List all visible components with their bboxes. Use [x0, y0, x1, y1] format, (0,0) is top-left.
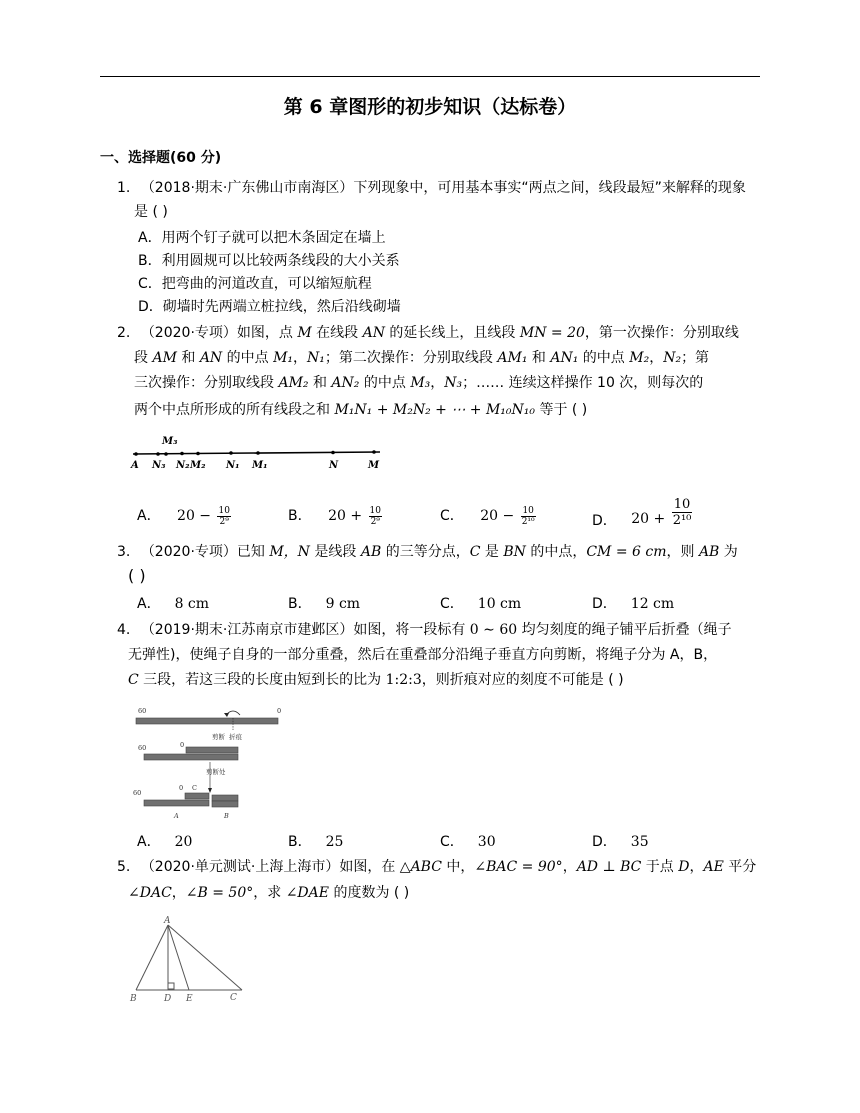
text: （2020·专项）已知: [140, 544, 270, 560]
fraction-numerator: 10: [522, 505, 534, 516]
fraction-numerator: 10: [218, 505, 230, 516]
option-letter: A．: [137, 834, 161, 850]
math: N₁: [307, 350, 325, 366]
point-n1: [229, 451, 233, 455]
label-0: 0: [179, 784, 184, 792]
math: 0 ∼ 60: [469, 622, 518, 638]
rope-figure: [130, 702, 290, 822]
label-d: D: [164, 994, 172, 1004]
text: （2019·期末·江苏南京市建邺区）如图，将一段标有: [140, 622, 470, 638]
option-letter: C．: [440, 508, 464, 524]
option-letter: B．: [288, 508, 312, 524]
option-a: [137, 593, 209, 613]
question-number: 4.: [117, 622, 131, 638]
label-60: 60: [138, 707, 147, 715]
option-c: [440, 505, 538, 527]
option-letter: C．: [440, 834, 464, 850]
math: △ABC: [399, 859, 442, 875]
option-value: 10 cm: [477, 596, 522, 612]
label-b: B: [224, 812, 229, 820]
label-cut-place: 剪断处: [206, 768, 226, 776]
option-b: [288, 831, 343, 851]
math: M₁: [273, 350, 294, 366]
text: ，: [562, 859, 577, 875]
option-value: 25: [325, 834, 344, 850]
triangle-figure: [126, 914, 250, 1004]
text: 的三等分点，: [381, 544, 470, 560]
question-1: [117, 177, 746, 197]
fraction-denominator: 2⁹: [219, 516, 229, 527]
fraction: [521, 506, 536, 527]
question-number: 1.: [117, 180, 131, 196]
point-m: [372, 450, 376, 454]
math: BN: [503, 544, 526, 560]
text: ，则折痕对应的刻度不可能是 ( ): [421, 672, 624, 688]
option-c: [440, 831, 496, 851]
option-a: [137, 505, 233, 527]
option-letter: A．: [137, 596, 161, 612]
question-4: [117, 619, 732, 639]
math: D: [678, 859, 690, 875]
option-value: 8 cm: [174, 596, 210, 612]
text: （2020·单元测试·上海上海市）如图，在: [140, 859, 400, 875]
question-text: （2018·期末·广东佛山市南海区）下列现象中，可用基本事实“两点之间，线段最短”来解释的现象: [140, 180, 746, 196]
label-n3: N₃: [152, 460, 166, 471]
option-letter: D．: [592, 596, 617, 612]
rope-flat: [136, 718, 278, 724]
label-m1: M₁: [252, 460, 268, 471]
label-a: A: [131, 460, 139, 471]
rope-upper: [186, 747, 238, 753]
math: ∠DAC: [128, 885, 172, 901]
option-value: 30: [477, 834, 496, 850]
label-c: C: [192, 784, 197, 792]
math: AM₂: [278, 375, 309, 391]
text: 的延长线上，且线段: [384, 325, 520, 341]
math: AN: [199, 350, 223, 366]
label-m: M: [368, 460, 380, 471]
option-d: D．砌墙时先两端立桩拉线，然后沿线砌墙: [138, 299, 401, 315]
question-number: 2.: [117, 325, 131, 341]
math: M: [297, 325, 312, 341]
piece-c: [185, 793, 209, 799]
label-a: A: [174, 812, 179, 820]
side-ac: [168, 925, 242, 990]
text: 三段，若这三段的长度由短到长的比为: [138, 672, 386, 688]
math: M，N: [269, 544, 310, 560]
text: ，: [430, 375, 445, 391]
text: 两个中点所形成的所有线段之和: [134, 402, 335, 418]
text: 的中点: [222, 350, 274, 366]
option-expr: 20 −: [480, 508, 515, 524]
text: ；第: [681, 350, 710, 366]
question-5: [117, 856, 756, 876]
label-60: 60: [133, 789, 142, 797]
math: M₂: [629, 350, 650, 366]
option-value: 12 cm: [630, 596, 675, 612]
fold-arrowhead: [224, 713, 229, 717]
option-letter: A．: [137, 508, 161, 524]
text: 和: [308, 375, 332, 391]
math: MN = 20: [519, 325, 585, 341]
side-ab: [136, 925, 168, 990]
option-letter: B．: [288, 834, 312, 850]
question-text-cont: 无弹性)，使绳子自身的一部分重叠，然后在重叠部分沿绳子垂直方向剪断，将绳子分为 A，B，: [128, 647, 718, 663]
option-a: [137, 831, 192, 851]
math: ∠BAC = 90°: [474, 859, 563, 875]
math: ∠DAE: [285, 885, 329, 901]
text: ，第一次操作：分别取线: [584, 325, 739, 341]
text: ，: [649, 350, 664, 366]
math: ∠B = 50°: [185, 885, 254, 901]
page-title: 第 6 章图形的初步知识（达标卷）: [283, 96, 577, 118]
math: 1:2:3: [385, 672, 422, 688]
question-3: [117, 541, 738, 561]
math: AB: [698, 544, 720, 560]
math: AN: [362, 325, 385, 341]
math: M₃: [410, 375, 431, 391]
option-value: 20: [174, 834, 193, 850]
option-a: A．用两个钉子就可以把木条固定在墙上: [138, 230, 386, 246]
label-c: C: [230, 993, 237, 1003]
text: ；第二次操作：分别取线段: [324, 350, 498, 366]
text: ，: [293, 350, 308, 366]
label-m2: M₂: [190, 460, 206, 471]
text: 在线段: [311, 325, 363, 341]
label-fold: 折痕: [229, 733, 242, 741]
text: ，: [171, 885, 186, 901]
point-n2: [180, 452, 184, 456]
label-60: 60: [138, 744, 147, 752]
section-heading: 一、选择题(60 分): [100, 150, 222, 166]
math: AN₁: [550, 350, 579, 366]
point-m2: [196, 452, 200, 456]
point-m3: [164, 452, 168, 456]
rope-lower: [144, 754, 238, 760]
fraction-denominator: 2¹⁰: [672, 513, 692, 528]
math: AD ⊥ BC: [576, 859, 642, 875]
segment-figure: [128, 432, 388, 476]
question-2: [117, 322, 739, 342]
option-letter: C．: [440, 596, 464, 612]
text: 平分: [723, 859, 757, 875]
point-m1: [256, 451, 260, 455]
text: 的中点: [359, 375, 411, 391]
cut-arrowhead: [208, 788, 212, 793]
label-cut: 剪断: [212, 733, 225, 741]
header-rule: [100, 76, 760, 77]
option-letter: B．: [288, 596, 312, 612]
point-n3: [156, 452, 160, 456]
text: 中，: [441, 859, 475, 875]
text: （2020·专项）如图，点: [140, 325, 298, 341]
math: AM: [152, 350, 177, 366]
text: 的中点: [578, 350, 630, 366]
option-expr: 20 +: [631, 510, 666, 527]
text: 于点: [641, 859, 679, 875]
math: AB: [360, 544, 382, 560]
point-n: [331, 451, 335, 455]
label-n2: N₂: [176, 460, 190, 471]
piece-a: [144, 800, 209, 806]
math: AE: [703, 859, 724, 875]
fraction-numerator: 10: [672, 497, 693, 513]
text: 的中点，: [525, 544, 587, 560]
option-d: [592, 497, 694, 528]
fraction-denominator: 2¹⁰: [521, 516, 535, 527]
text: 段: [134, 350, 153, 366]
text: 和: [176, 350, 200, 366]
text: 是: [480, 544, 504, 560]
question-text-cont: 是 ( ): [134, 204, 168, 220]
option-value: 9 cm: [325, 596, 361, 612]
math: C: [469, 544, 481, 560]
option-b: [288, 505, 384, 527]
option-b: [288, 593, 360, 613]
option-expr: 20 −: [177, 508, 212, 524]
option-c: [440, 593, 521, 613]
question-text-cont: ( ): [128, 566, 146, 585]
piece-b-bottom: [212, 801, 238, 807]
option-expr: 20 +: [328, 508, 363, 524]
fraction: [369, 506, 382, 527]
text: ；…… 连续这样操作 10 次，则每次的: [462, 375, 704, 391]
math: N₂: [663, 350, 682, 366]
option-d: [592, 593, 674, 613]
question-text-cont: [128, 882, 409, 902]
label-0: 0: [180, 741, 185, 749]
option-letter: D．: [592, 512, 617, 529]
text: 三次操作：分别取线段: [134, 375, 279, 391]
fraction: [217, 506, 230, 527]
label-m3: M₃: [162, 436, 178, 447]
math: CM = 6 cm: [586, 544, 667, 560]
fraction-numerator: 10: [369, 505, 381, 516]
fraction-denominator: 2⁹: [370, 516, 380, 527]
option-c: C．把弯曲的河道改直，可以缩短航程: [138, 276, 372, 292]
question-text-cont: [134, 347, 709, 367]
math: AN₂: [331, 375, 360, 391]
math: N₃: [444, 375, 463, 391]
text: ，求: [253, 885, 286, 901]
text: 为: [719, 544, 738, 560]
question-text-cont: [134, 399, 587, 419]
text: 等于 ( ): [535, 402, 588, 418]
question-text-cont: [128, 669, 624, 689]
label-n: N: [329, 460, 339, 471]
label-0: 0: [277, 707, 282, 715]
math: AM₁: [497, 350, 528, 366]
point-a: [134, 452, 138, 456]
text: 和: [527, 350, 551, 366]
text: 是线段: [309, 544, 361, 560]
text: ，则: [666, 544, 699, 560]
option-b: B．利用圆规可以比较两条线段的大小关系: [138, 253, 400, 269]
option-d: [592, 831, 649, 851]
math: M₁N₁ + M₂N₂ + ⋯ + M₁₀N₁₀: [334, 402, 535, 418]
text: 的度数为 ( ): [329, 885, 410, 901]
option-letter: D．: [592, 834, 617, 850]
label-n1: N₁: [226, 460, 240, 471]
text: 均匀刻度的绳子铺平后折叠（绳子: [517, 622, 732, 638]
label-e: E: [186, 994, 193, 1004]
question-text-cont: [134, 372, 703, 392]
option-value: 35: [630, 834, 649, 850]
label-b: B: [130, 994, 137, 1004]
label-a: A: [164, 916, 171, 926]
math: C: [128, 672, 139, 688]
right-angle-mark: [168, 983, 174, 989]
piece-b-top: [212, 795, 238, 801]
text: ，: [689, 859, 704, 875]
question-number: 3.: [117, 544, 131, 560]
fraction: [672, 497, 693, 528]
question-number: 5.: [117, 859, 131, 875]
